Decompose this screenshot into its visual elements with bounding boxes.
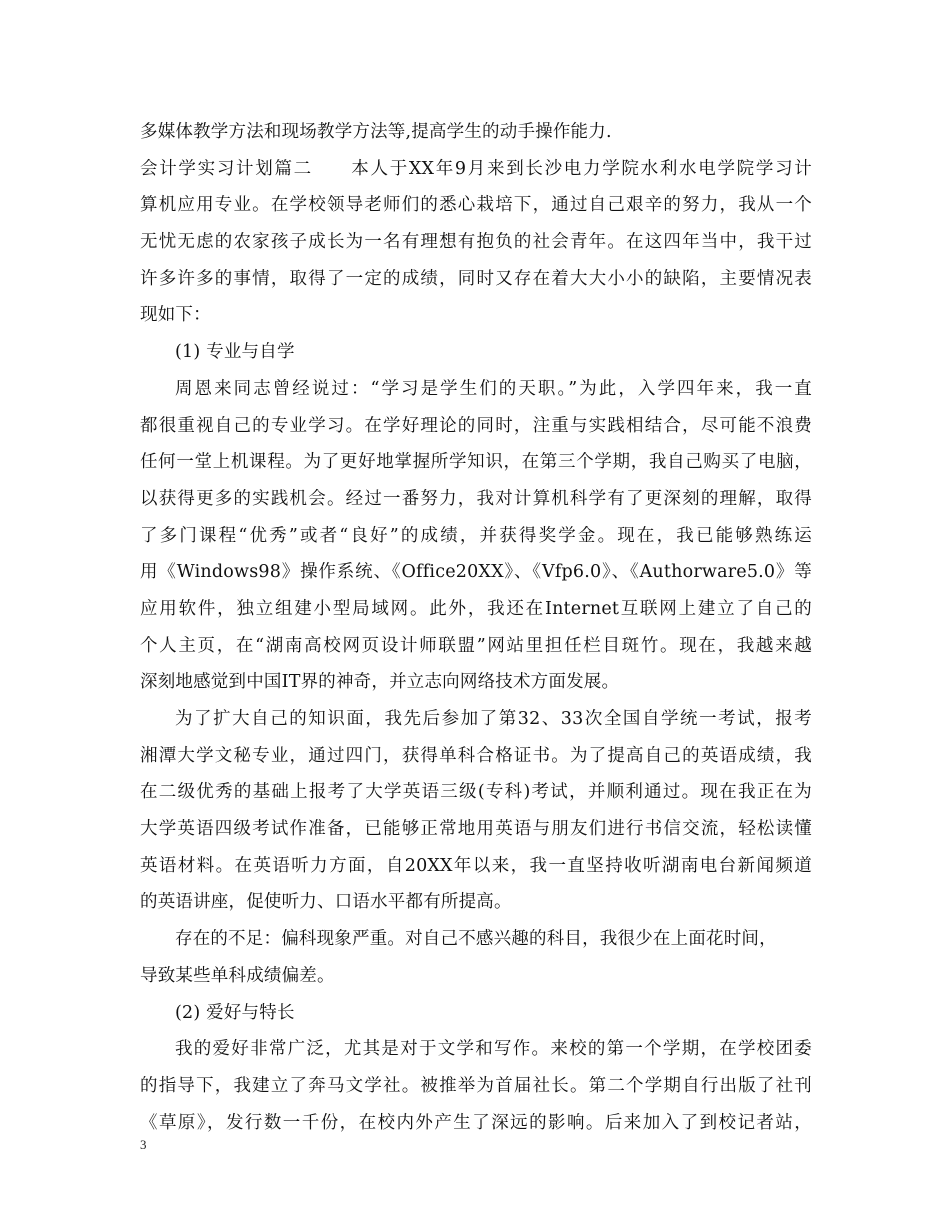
text-line: 周恩来同志曾经说过：“学习是学生们的天职。”为此，入学四年来，我一直 (175, 378, 812, 399)
text-line: 导致某些单科成绩偏差。 (140, 965, 335, 986)
section-heading: (1) 专业与自学 (175, 342, 295, 363)
text-line: 为了扩大自己的知识面，我先后参加了第32、33次全国自学统一考试，报考 (175, 709, 812, 729)
text-line: 用《Windows98》操作系统、《Office20XX》、《Vfp6.0》、《Authorware5.0》等 (140, 562, 812, 583)
text-line: 许多许多的事情，取得了一定的成绩，同时又存在着大大小小的缺陷，主要情况表 (140, 268, 812, 289)
text-line: 在二级优秀的基础上报考了大学英语三级(专科)考试，并顺利通过。现在我正在为 (140, 782, 812, 803)
document-body (140, 114, 812, 1141)
text-line: 的指导下，我建立了奔马文学社。被推举为首届社长。第二个学期自行出版了社刊 (140, 1075, 812, 1096)
text-line: 算机应用专业。在学校领导老师们的悉心栽培下，通过自己艰辛的努力，我从一个 (140, 195, 812, 216)
text-line: 我的爱好非常广泛，尤其是对于文学和写作。来校的第一个学期，在学校团委 (175, 1039, 812, 1060)
text-line: 深刻地感觉到中国IT界的神奇，并立志向网络技术方面发展。 (140, 672, 620, 693)
text-line: 《草原》，发行数一千份，在校内外产生了深远的影响。后来加入了到校记者站， (140, 1112, 812, 1133)
text-line: 应用软件，独立组建小型局域网。此外，我还在Internet互联网上建立了自己的 (140, 598, 812, 619)
text-line: 多媒体教学方法和现场教学方法等,提高学生的动手操作能力. (140, 122, 612, 142)
page-number: 3 (140, 1137, 147, 1152)
text-line: 以获得更多的实践机会。经过一番努力，我对计算机科学有了更深刻的理解，取得 (140, 488, 812, 509)
text-line: 都很重视自己的专业学习。在学好理论的同时，注重与实践相结合，尽可能不浪费 (140, 415, 812, 436)
text-line: 大学英语四级考试作准备，已能够正常地用英语与朋友们进行书信交流，轻松读懂 (140, 819, 812, 840)
text-line: 存在的不足：偏科现象严重。对自己不感兴趣的科目，我很少在上面花时间， (175, 929, 777, 950)
text-line: 现如下： (140, 305, 211, 326)
text-line: 湘潭大学文秘专业，通过四门，获得单科合格证书。为了提高自己的英语成绩，我 (140, 745, 812, 766)
section-heading: (2) 爱好与特长 (175, 1002, 295, 1023)
text-line: 的英语讲座，促使听力、口语水平都有所提高。 (140, 892, 512, 913)
text-line: 个人主页，在“湖南高校网页设计师联盟”网站里担任栏目斑竹。现在，我越来越 (140, 635, 812, 656)
text-line: 会计学实习计划篇二 本人于XX年9月来到长沙电力学院水利水电学院学习计 (140, 158, 812, 179)
text-line: 任何一堂上机课程。为了更好地掌握所学知识，在第三个学期，我自己购买了电脑， (140, 452, 812, 473)
text-line: 无忧无虑的农家孩子成长为一名有理想有抱负的社会青年。在这四年当中，我干过 (140, 232, 812, 253)
text-line: 英语材料。在英语听力方面，自20XX年以来，我一直坚持收听湖南电台新闻频道 (140, 855, 812, 876)
text-line: 了多门课程“优秀”或者“良好”的成绩，并获得奖学金。现在，我已能够熟练运 (140, 525, 812, 546)
